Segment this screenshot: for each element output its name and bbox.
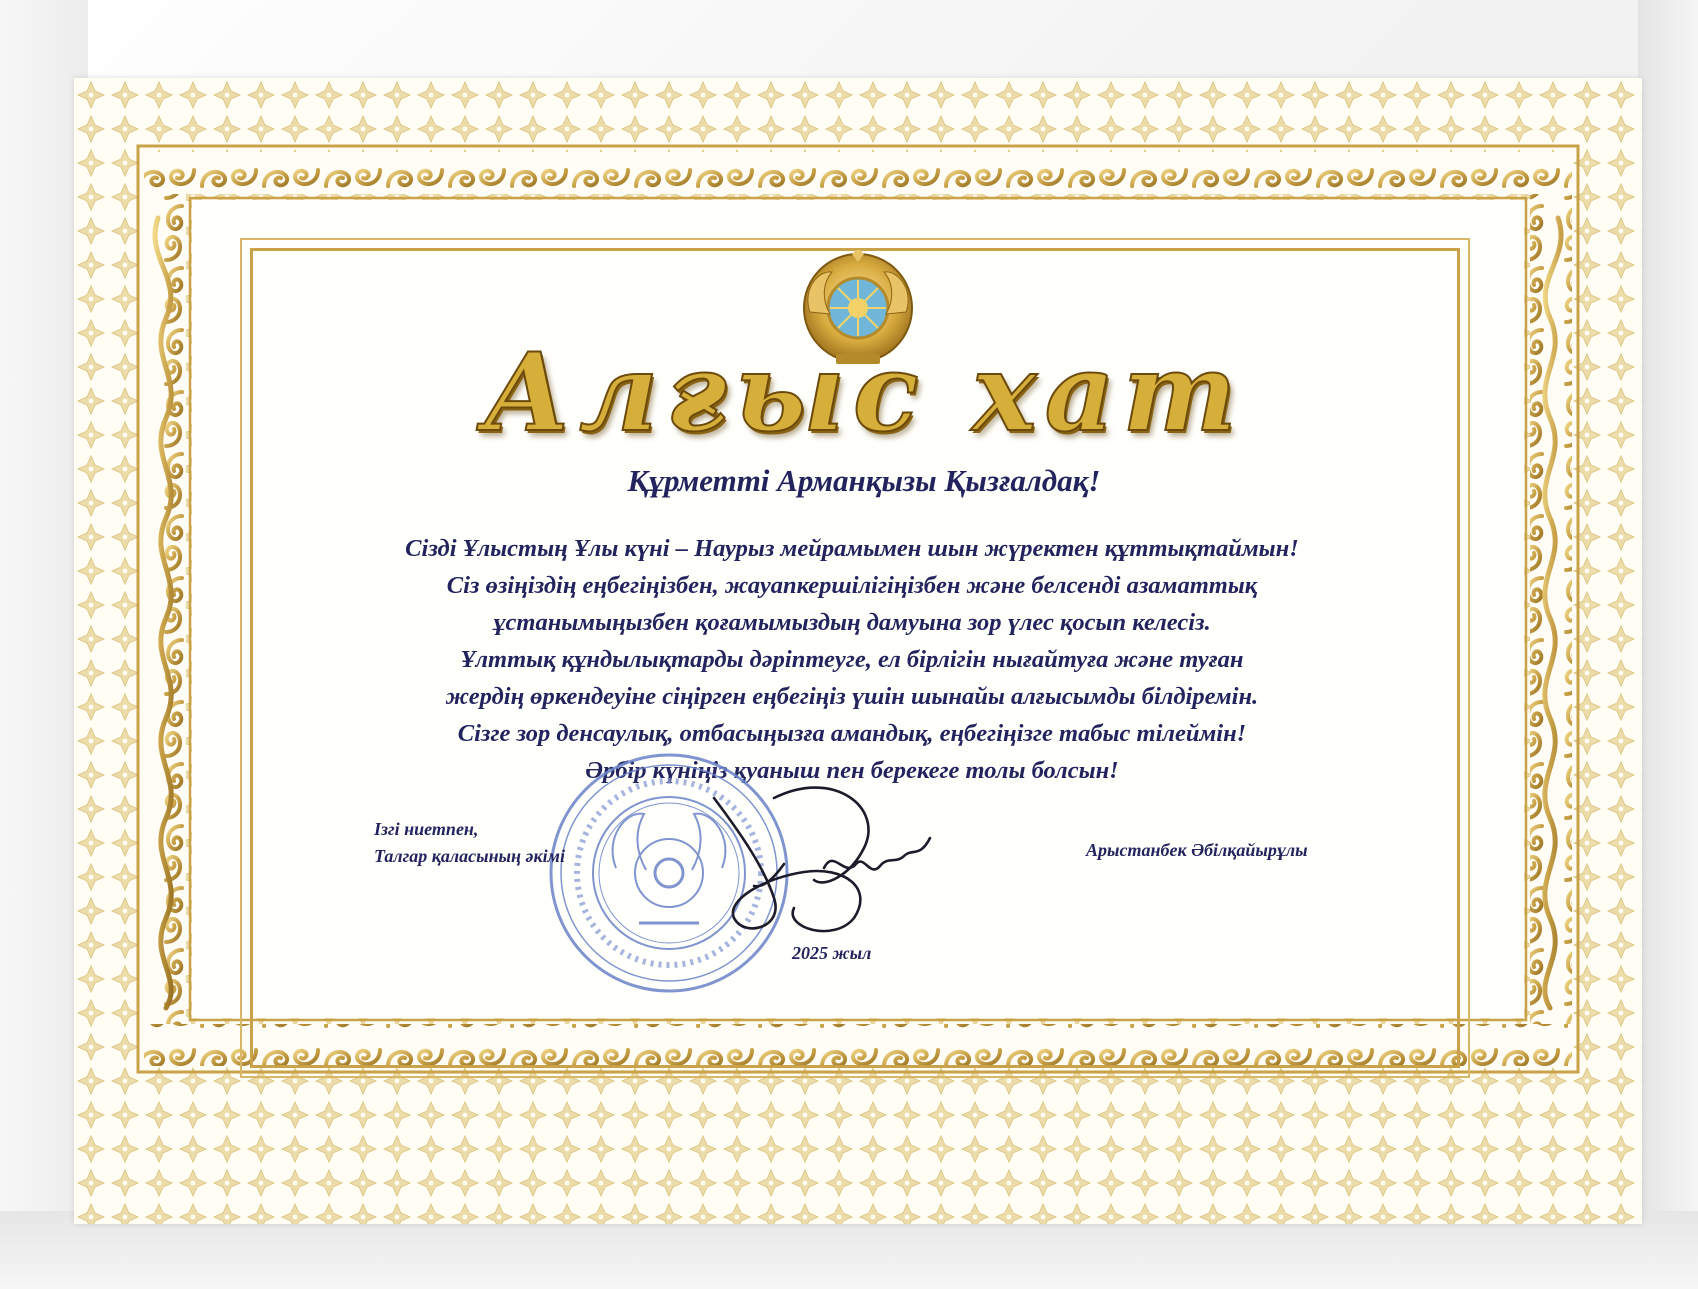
certificate-title: Алғыс хат bbox=[483, 330, 1245, 456]
recipient-greeting: Құрметті Арманқызы Қызғалдақ! bbox=[627, 463, 1101, 498]
frame-edge-right bbox=[1638, 0, 1698, 1289]
closing-line: Ізгі ниетпен, bbox=[374, 819, 479, 839]
certificate-body bbox=[324, 530, 1380, 789]
body-line: жердің өркендеуіне сіңірген еңбегіңіз үшін шынайы алғысымды білдіремін. bbox=[445, 683, 1259, 710]
body-line: Сізге зор денсаулық, отбасыңызға амандық, еңбегіңізге табыс тілеймін! bbox=[457, 720, 1247, 747]
body-line: Сізді Ұлыстың Ұлы күні – Наурыз мейрамымен шын жүректен құттықтаймын! bbox=[405, 535, 1299, 562]
issuer-title: Талгар қаласының әкімі bbox=[374, 846, 565, 866]
certificate-paper bbox=[74, 78, 1642, 1224]
signature-icon bbox=[674, 768, 974, 958]
signer-name: Арыстанбек Әбілқайырұлы bbox=[1086, 840, 1308, 860]
body-line: Ұлттық құндылықтарды дәріптеуге, ел бірлігін нығайтуға және туған bbox=[460, 646, 1244, 673]
body-line: Сіз өзіңіздің еңбегіңізбен, жауапкершілігіңізбен және белсенді азаматтық bbox=[446, 572, 1258, 599]
issue-year: 2025 жыл bbox=[792, 943, 872, 963]
body-line: Әрбір күніңіз қуаныш пен берекеге толы болсын! bbox=[585, 757, 1119, 784]
closing-block bbox=[374, 816, 565, 870]
body-line: ұстанымыңызбен қоғамымыздың дамуына зор үлес қосып келесіз. bbox=[493, 609, 1211, 636]
